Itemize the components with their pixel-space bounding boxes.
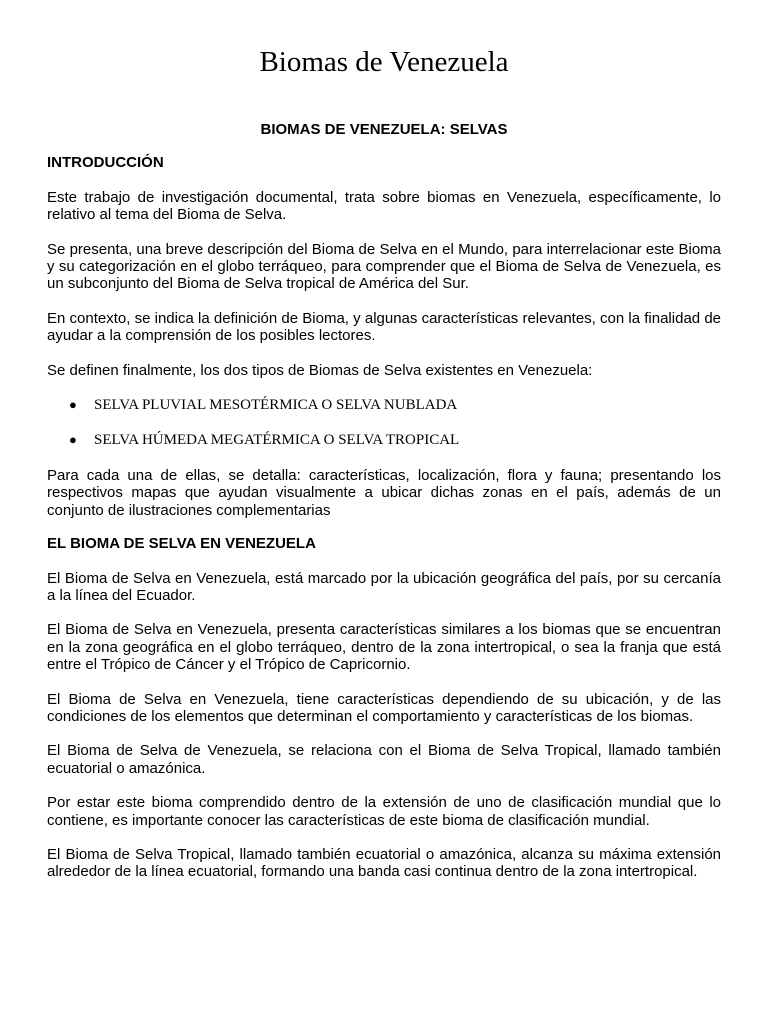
section-heading-introduccion: INTRODUCCIÓN — [47, 154, 164, 172]
document-body — [47, 121, 721, 881]
section-paragraph: El Bioma de Selva en Venezuela, tiene características dependiendo de su ubicación, y de las condiciones de los elementos que determinan el comportamiento y características de los biomas. — [47, 690, 721, 725]
document-subtitle: BIOMAS DE VENEZUELA: SELVAS — [260, 121, 508, 138]
section-heading-bioma-selva-venezuela: EL BIOMA DE SELVA EN VENEZUELA — [47, 535, 316, 553]
intro-paragraph: En contexto, se indica la definición de Bioma, y algunas características relevantes, con la finalidad de ayudar a la comprensión de los posibles lectores. — [47, 309, 721, 345]
intro-paragraph: Se definen finalmente, los dos tipos de Biomas de Selva existentes en Venezuela: — [47, 361, 593, 379]
intro-paragraph: Se presenta, una breve descripción del Bioma de Selva en el Mundo, para interrelacionar este Bioma y su categorización en el globo terráqueo, para comprender que el Bioma de Selva de Venezuela, es un subconjunto del Bioma de Selva tropical de América del Sur. — [47, 240, 721, 293]
selva-types-list — [47, 396, 721, 450]
section-paragraph: El Bioma de Selva de Venezuela, se relaciona con el Bioma de Selva Tropical, llamado también ecuatorial o amazónica. — [47, 742, 721, 777]
section-paragraph: El Bioma de Selva en Venezuela, está marcado por la ubicación geográfica del país, por su cercanía a la línea del Ecuador. — [47, 569, 721, 604]
list-item — [47, 396, 721, 414]
intro-closing-paragraph: Para cada una de ellas, se detalla: características, localización, flora y fauna; presentando los respectivos mapas que ayudan visualmente a ubicar dichas zonas en el país, además de un conjunto de ilustraciones complementarias — [47, 466, 721, 519]
list-item-text: SELVA PLUVIAL MESOTÉRMICA O SELVA NUBLADA — [94, 397, 458, 414]
bullet-icon: ● — [69, 397, 77, 413]
list-item-text: SELVA HÚMEDA MEGATÉRMICA O SELVA TROPICAL — [94, 432, 460, 449]
section-paragraph: Por estar este bioma comprendido dentro de la extensión de uno de clasificación mundial que lo contiene, es importante conocer las características de este bioma de clasificación mundial. — [47, 794, 721, 829]
list-item — [47, 431, 721, 449]
document-title: Biomas de Venezuela — [259, 46, 509, 78]
intro-paragraph: Este trabajo de investigación documental, trata sobre biomas en Venezuela, específicamente, lo relativo al tema del Bioma de Selva. — [47, 188, 721, 224]
section-paragraph: El Bioma de Selva Tropical, llamado también ecuatorial o amazónica, alcanza su máxima extensión alrededor de la línea ecuatorial, formando una banda casi continua dentro de la zona intertropical. — [47, 845, 721, 881]
bullet-icon: ● — [69, 432, 77, 448]
section-paragraph: El Bioma de Selva en Venezuela, presenta características similares a los biomas que se encuentran en la zona geográfica en el globo terráqueo, dentro de la zona intertropical, o sea la franja que está entre el Trópico de Cáncer y el Trópico de Capricornio. — [47, 621, 721, 674]
